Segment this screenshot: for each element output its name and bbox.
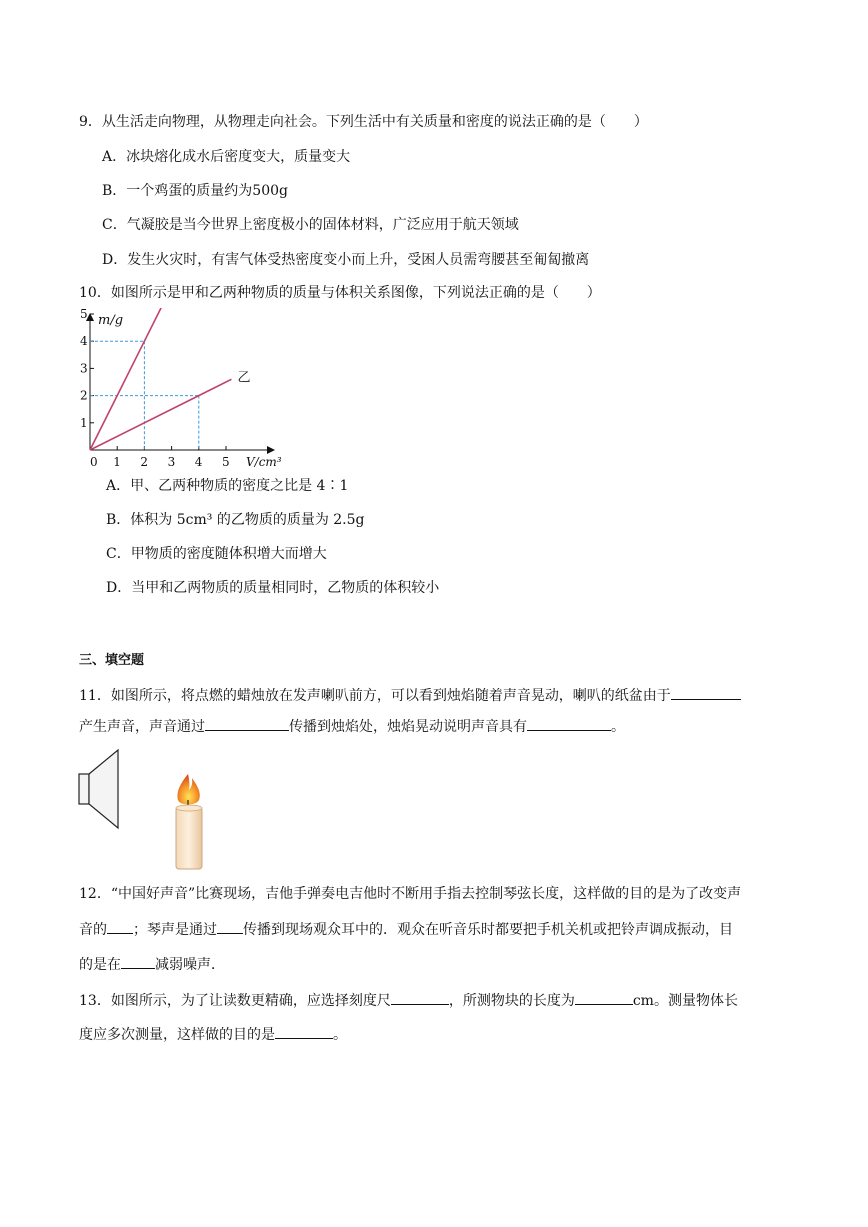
candle-icon bbox=[168, 770, 210, 872]
x-tick-label: 1 bbox=[113, 455, 121, 469]
q12-text-5: 减弱噪声． bbox=[155, 957, 225, 973]
q11-blank-2[interactable] bbox=[205, 716, 289, 731]
q12-text-4: 的是在 bbox=[79, 957, 121, 973]
q11-blank-1[interactable] bbox=[671, 685, 741, 700]
q13-line1 bbox=[79, 990, 738, 1011]
y-tick-label: 2 bbox=[80, 388, 88, 403]
q11-text-4: 。 bbox=[611, 719, 625, 735]
q10-option-a: A．甲、乙两种物质的密度之比是 4∶1 bbox=[106, 478, 349, 494]
x-tick-label: 4 bbox=[194, 455, 203, 469]
q13-text-5: 。 bbox=[333, 1027, 347, 1043]
q12-text-2: ；琴声是通过 bbox=[133, 922, 217, 938]
q11-line1 bbox=[79, 685, 741, 706]
q13-blank-1[interactable] bbox=[391, 990, 449, 1005]
x-axis-label: V/cm³ bbox=[246, 455, 282, 469]
series-label: 乙 bbox=[237, 370, 251, 386]
q12-text-1: 音的 bbox=[79, 922, 107, 938]
q12-line1: 12．“中国好声音”比赛现场，吉他手弹奏电吉他时不断用手指去控制琴弦长度，这样做的目的是为了改变声 bbox=[79, 886, 742, 902]
series-label bbox=[169, 308, 182, 309]
q13-text-2: ，所测物块的长度为 bbox=[448, 993, 575, 1009]
y-tick-label: 5 bbox=[80, 308, 88, 321]
q13-text-1: 13．如图所示，为了让读数更精确，应选择刻度尺 bbox=[79, 993, 391, 1009]
y-tick-label: 3 bbox=[80, 361, 88, 376]
q10-stem: 10．如图所示是甲和乙两种物质的质量与体积关系图像，下列说法正确的是（ ） bbox=[79, 285, 601, 301]
q9-option-c: C．气凝胶是当今世界上密度极小的固体材料，广泛应用于航天领域 bbox=[102, 217, 519, 233]
q12-line3 bbox=[79, 954, 225, 975]
x-tick-label: 5 bbox=[222, 455, 230, 469]
q13-text-4: 度应多次测量，这样做的目的是 bbox=[79, 1027, 275, 1043]
x-tick-label: 0 bbox=[90, 455, 98, 469]
q9-stem: 9．从生活走向物理，从物理走向社会。下列生活中有关质量和密度的说法正确的是（ ） bbox=[79, 114, 648, 130]
q13-blank-2[interactable] bbox=[575, 990, 633, 1005]
series-line bbox=[90, 379, 231, 450]
q12-blank-1[interactable] bbox=[107, 919, 133, 934]
q13-blank-3[interactable] bbox=[275, 1024, 333, 1039]
y-tick-label: 1 bbox=[80, 415, 88, 430]
q10-option-c: C．甲物质的密度随体积增大而增大 bbox=[106, 546, 327, 562]
y-tick-label: 4 bbox=[80, 334, 88, 349]
q11-text-3: 传播到烛焰处，烛焰晃动说明声音具有 bbox=[289, 719, 527, 735]
q9-option-d: D．发生火灾时，有害气体受热密度变小而上升，受困人员需弯腰甚至匍匐撤离 bbox=[102, 252, 590, 268]
q13-text-3: cm。测量物体长 bbox=[632, 993, 738, 1009]
mass-volume-graph bbox=[78, 308, 293, 473]
q12-text-3: 传播到现场观众耳中的．观众在听音乐时都要把手机关机或把铃声调成振动，目 bbox=[243, 922, 733, 938]
q9-option-a: A．冰块熔化成水后密度变大，质量变大 bbox=[102, 149, 351, 165]
q12-blank-3[interactable] bbox=[121, 954, 155, 969]
x-tick-label: 2 bbox=[140, 455, 149, 469]
x-tick-label: 3 bbox=[167, 455, 176, 469]
q12-line2 bbox=[79, 919, 733, 940]
q10-option-d: D．当甲和乙两物质的质量相同时，乙物质的体积较小 bbox=[106, 580, 440, 596]
speaker-icon bbox=[76, 748, 124, 830]
series-line bbox=[90, 308, 163, 450]
q11-text-2: 产生声音，声音通过 bbox=[79, 719, 205, 735]
q13-line2 bbox=[79, 1024, 347, 1045]
q11-line2 bbox=[79, 716, 625, 737]
q11-blank-3[interactable] bbox=[527, 716, 611, 731]
q9-option-b: B．一个鸡蛋的质量约为500g bbox=[102, 183, 288, 199]
y-axis-label: m/g bbox=[98, 313, 124, 328]
q10-option-b: B．体积为 5cm³ 的乙物质的质量为 2.5g bbox=[106, 512, 365, 528]
q12-blank-2[interactable] bbox=[217, 919, 243, 934]
q11-text-1: 11．如图所示，将点燃的蜡烛放在发声喇叭前方，可以看到烛焰随着声音晃动，喇叭的纸盆由于 bbox=[79, 688, 671, 704]
section-title: 三、填空题 bbox=[79, 653, 145, 668]
